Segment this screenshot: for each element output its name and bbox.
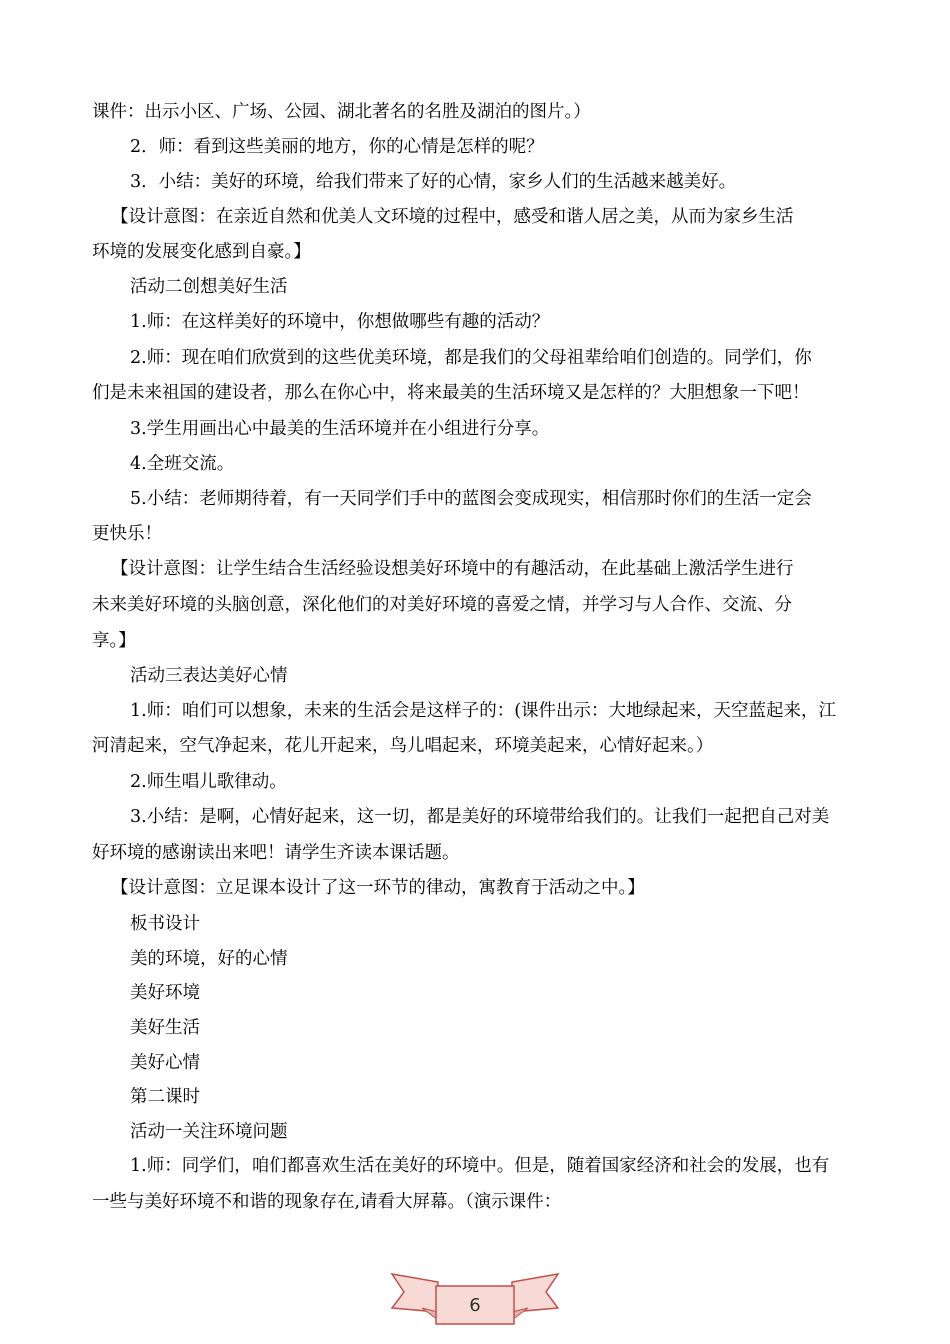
text-line: 课件：出示小区、广场、公园、湖北著名的名胜及湖泊的图片。） [92,102,591,122]
text-line: 1.师：咱们可以想象，未来的生活会是这样子的：(课件出示：大地绿起来，天空蓝起来，江 [130,701,837,721]
design-intent-line: 未来美好环境的头脑创意，深化他们的对美好环境的喜爱之情，并学习与人合作、交流、分 [92,595,792,615]
design-intent-line: 环境的发展变化感到自豪。】 [92,242,311,262]
page-number: 6 [469,1295,481,1316]
blackboard-line: 美好环境 [130,983,200,1003]
text-line: 好环境的感谢读出来吧！请学生齐读本课话题。 [92,843,460,863]
text-line: 3．小结：美好的环境，给我们带来了好的心情，家乡人们的生活越来越美好。 [130,172,737,192]
blackboard-line: 美好生活 [130,1018,200,1038]
section-heading: 活动三表达美好心情 [130,666,288,686]
text-line: 2.师生唱儿歌律动。 [130,772,287,792]
text-line: 更快乐！ [92,524,162,544]
section-heading: 板书设计 [130,914,200,934]
blackboard-line: 美好心情 [130,1053,200,1073]
design-intent-line: 【设计意图：在亲近自然和优美人文环境的过程中，感受和谐人居之美，从而为家乡生活 [111,207,794,227]
section-heading: 第二课时 [130,1087,200,1107]
section-heading: 活动二创想美好生活 [130,277,288,297]
blackboard-line: 美的环境，好的心情 [130,949,288,969]
text-line: 2．师：看到这些美丽的地方，你的心情是怎样的呢？ [130,137,544,157]
design-intent-line: 【设计意图：立足课本设计了这一环节的律动，寓教育于活动之中。】 [111,878,645,898]
text-line: 1.师：同学们，咱们都喜欢生活在美好的环境中。但是，随着国家经济和社会的发展，也有 [130,1156,830,1176]
text-line: 2.师：现在咱们欣赏到的这些优美环境，都是我们的父母祖辈给咱们创造的。同学们，你 [130,348,812,368]
page-number-ribbon [390,1268,560,1338]
text-line: 3.学生用画出心中最美的生活环境并在小组进行分享。 [130,419,550,439]
text-line: 4.全班交流。 [130,454,235,474]
text-line: 5.小结：老师期待着，有一天同学们手中的蓝图会变成现实，相信那时你们的生活一定会 [130,489,812,509]
text-line: 河清起来，空气净起来，花儿开起来，鸟儿唱起来，环境美起来，心情好起来。） [92,736,714,756]
section-heading: 活动一关注环境问题 [130,1122,288,1142]
design-intent-line: 【设计意图：让学生结合生活经验设想美好环境中的有趣活动，在此基础上激活学生进行 [111,559,794,579]
design-intent-line: 享。】 [92,631,136,651]
text-line: 1.师：在这样美好的环境中，你想做哪些有趣的活动？ [130,312,550,332]
text-line: 3.小结：是啊，心情好起来，这一切，都是美好的环境带给我们的。让我们一起把自己对美 [130,807,830,827]
text-line: 一些与美好环境不和谐的现象存在,请看大屏幕。（演示课件： [92,1192,562,1212]
text-line: 们是未来祖国的建设者，那么在你心中，将来最美的生活环境又是怎样的？大胆想象一下吧！ [92,383,810,403]
